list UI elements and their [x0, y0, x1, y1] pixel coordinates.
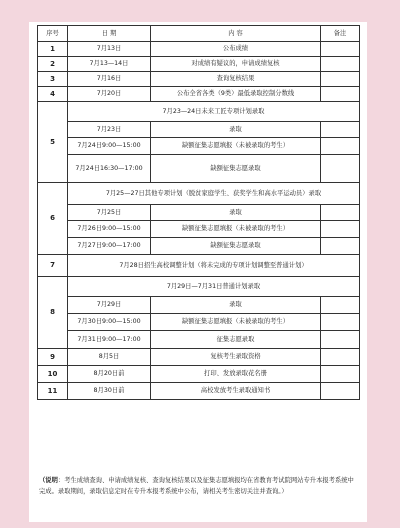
row-remark	[321, 138, 360, 155]
row-content: 录取	[151, 122, 321, 138]
row-remark	[321, 331, 360, 349]
row-date: 7月24日16:30—17:00	[68, 155, 151, 183]
table-row	[38, 277, 360, 297]
row-content: 缺额征集志愿填报（未被录取的考生）	[151, 138, 321, 155]
table-row	[38, 42, 360, 57]
row-number: 11	[38, 383, 68, 400]
row-remark	[321, 87, 360, 102]
section-title: 7月23—24日未来工匠专项计划录取	[68, 102, 360, 122]
row-remark	[321, 122, 360, 138]
row-number: 6	[38, 183, 68, 255]
table-row	[38, 221, 360, 238]
row-date: 7月25日	[68, 205, 151, 221]
row-date: 7月31日9:00—17:00	[68, 331, 151, 349]
table-row	[38, 57, 360, 72]
table-row	[38, 102, 360, 122]
footnote-label: （说明	[39, 477, 58, 484]
header-content: 内 容	[151, 26, 321, 42]
row-remark	[321, 57, 360, 72]
table-row	[38, 72, 360, 87]
row-remark	[321, 314, 360, 331]
row-date: 7月13—14日	[68, 57, 151, 72]
table-row	[38, 314, 360, 331]
row-date: 7月16日	[68, 72, 151, 87]
row-remark	[321, 42, 360, 57]
section-title: 7月25—27日其他专项计划（脱贫家庭学生、获奖学生和高水平运动员）录取	[68, 183, 360, 205]
section-title: 7月28日招生高校调整计划（将未完成的专项计划调整至普通计划）	[68, 255, 360, 277]
row-date: 8月30日前	[68, 383, 151, 400]
row-date: 7月27日9:00—17:00	[68, 238, 151, 255]
row-content: 缺额征集志愿填报（未被录取的考生）	[151, 314, 321, 331]
table-row	[38, 205, 360, 221]
row-content: 公布成绩	[151, 42, 321, 57]
row-number: 3	[38, 72, 68, 87]
table-row	[38, 349, 360, 366]
row-date: 8月20日前	[68, 366, 151, 383]
table-row	[38, 238, 360, 255]
row-content: 公布全省各类（9类）最低录取控制分数线	[151, 87, 321, 102]
row-remark	[321, 155, 360, 183]
row-number: 1	[38, 42, 68, 57]
table-row	[38, 183, 360, 205]
header-seq: 序号	[38, 26, 68, 42]
table-row	[38, 122, 360, 138]
row-remark	[321, 205, 360, 221]
row-remark	[321, 238, 360, 255]
row-content: 打印、发放录取花名册	[151, 366, 321, 383]
table-row	[38, 87, 360, 102]
row-date: 7月30日9:00—15:00	[68, 314, 151, 331]
row-remark	[321, 383, 360, 400]
row-number: 7	[38, 255, 68, 277]
header-date: 日 期	[68, 26, 151, 42]
footnote-text: ：考生成绩查询、申请成绩复核、查询复核结果以及征集志愿填报均在省教育考试院网站专升本报考系统中完成。录取期间，录取信息定时在专升本报考系统中公布，请相关考生密切关注并查询。）	[39, 477, 354, 495]
row-content: 对成绩有疑议的，申请成绩复核	[151, 57, 321, 72]
table-row	[38, 383, 360, 400]
row-remark	[321, 366, 360, 383]
row-date: 7月26日9:00—15:00	[68, 221, 151, 238]
row-number: 8	[38, 277, 68, 349]
row-number: 5	[38, 102, 68, 183]
row-remark	[321, 221, 360, 238]
table-row	[38, 255, 360, 277]
footnote	[39, 476, 359, 497]
row-remark	[321, 72, 360, 87]
row-content: 录取	[151, 205, 321, 221]
table-row	[38, 155, 360, 183]
table-row	[38, 297, 360, 314]
schedule-table	[37, 25, 360, 400]
document-page	[29, 22, 367, 522]
row-content: 复核考生录取资格	[151, 349, 321, 366]
section-title: 7月29日—7月31日普通计划录取	[68, 277, 360, 297]
row-content: 高校发放考生录取通知书	[151, 383, 321, 400]
table-row	[38, 138, 360, 155]
row-number: 2	[38, 57, 68, 72]
row-number: 10	[38, 366, 68, 383]
row-date: 8月5日	[68, 349, 151, 366]
row-remark	[321, 297, 360, 314]
row-content: 缺额征集志愿录取	[151, 238, 321, 255]
table-row	[38, 331, 360, 349]
row-content: 征集志愿录取	[151, 331, 321, 349]
row-content: 缺额征集志愿录取	[151, 155, 321, 183]
table-row	[38, 366, 360, 383]
row-content: 缺额征集志愿填报（未被录取的考生）	[151, 221, 321, 238]
row-date: 7月13日	[68, 42, 151, 57]
row-date: 7月23日	[68, 122, 151, 138]
table-header-row	[38, 26, 360, 42]
row-number: 4	[38, 87, 68, 102]
row-date: 7月24日9:00—15:00	[68, 138, 151, 155]
header-remark: 备注	[321, 26, 360, 42]
row-number: 9	[38, 349, 68, 366]
row-date: 7月29日	[68, 297, 151, 314]
row-content: 录取	[151, 297, 321, 314]
row-date: 7月20日	[68, 87, 151, 102]
row-remark	[321, 349, 360, 366]
row-content: 查询复核结果	[151, 72, 321, 87]
